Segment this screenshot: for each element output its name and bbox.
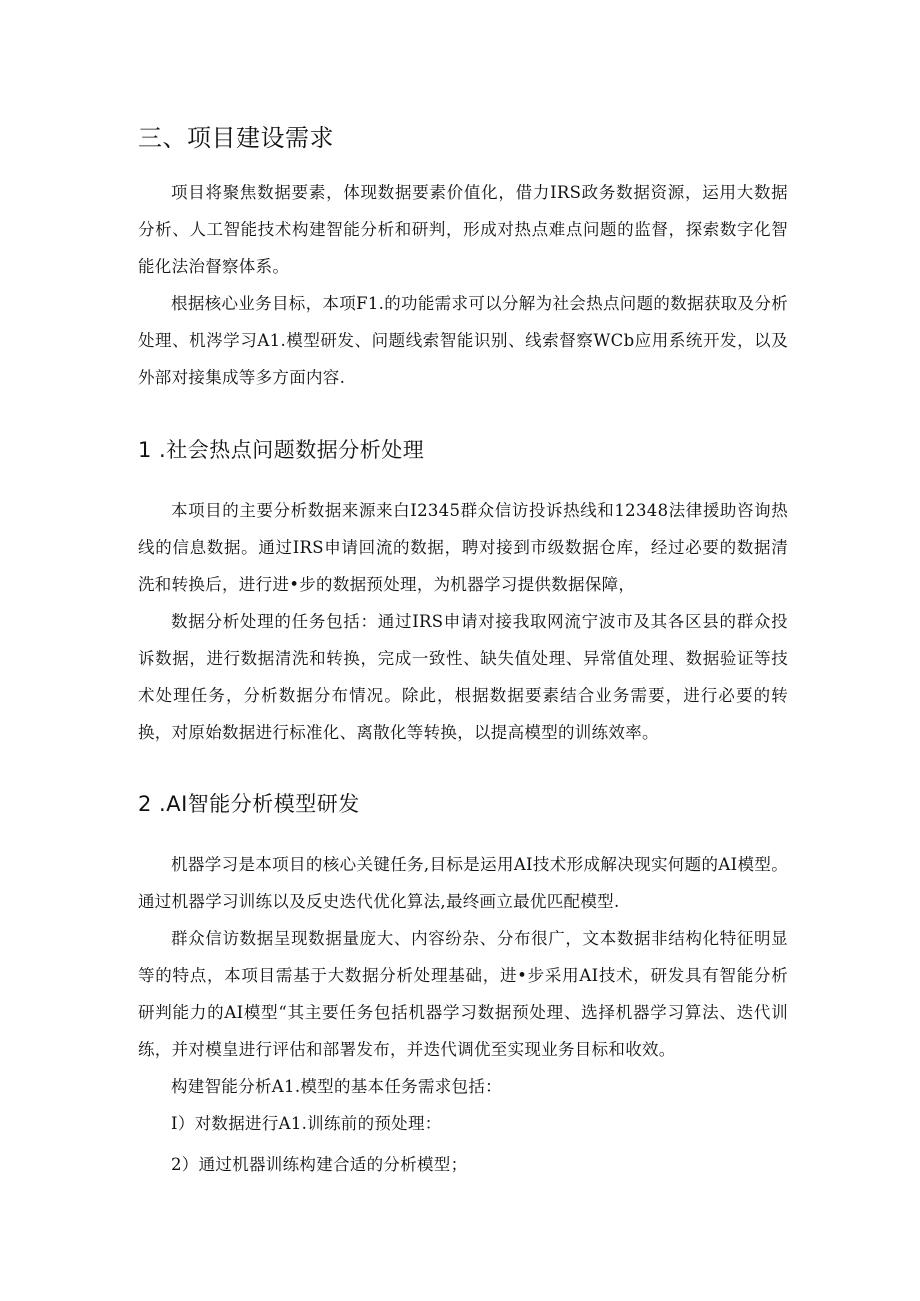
task-item-1: I）对数据进行A1.训练前的预处理： [171, 1114, 442, 1133]
intro-paragraph-1: 项目将聚焦数据要素，体现数据要素价值化，借力IRS政务数据资源，运用大数据分析、人工智能技术构建智能分析和研判，形成对热点难点问题的监督，探索数字化智能化法治督察体系。 [138, 183, 788, 276]
section-title: 三、项目建设需求 [138, 124, 334, 152]
intro-paragraph-2: 根据核心业务目标，本项F1.的功能需求可以分解为社会热点问题的数据获取及分析处理、机涔学习A1.模型研发、问题线索智能识别、线索督察WCb应用系统开发，以及外部对接集成等多方面内容. [138, 294, 788, 387]
subsection-2-title: 2 .AI智能分析模型研发 [138, 792, 360, 816]
subsection-2-paragraph-3: 构建智能分析A1.模型的基本任务需求包括： [171, 1077, 502, 1096]
subsection-2-paragraph-1: 机器学习是本项目的核心关键任务,目标是运用AI技术形成解决现实何题的AI模型。通过机器学习训练以及反史迭代优化算法,最终画立最优匹配模型. [138, 855, 788, 911]
subsection-1-title: 1 .社会热点问题数据分析处理 [138, 438, 425, 462]
task-item-2: 2）通过机器训练构建合适的分析模型； [171, 1155, 468, 1174]
subsection-2-paragraph-2: 群众信访数据呈现数据量庞大、内容纷杂、分布很广，文本数据非结构化特征明显等的特点，本项目需基于大数据分析处理基础，进•步采用AI技术，研发具有智能分析研判能力的AI模型“其主要任务包括机器学习数据预处理、选择机器学习算法、迭代训练，并对模皇进行评估和部署发布，并迭代调优至实现业务目标和收效。 [138, 929, 788, 1059]
subsection-1-paragraph-2: 数据分析处理的任务包括：通过IRS申请对接我取网流宁波市及其各区县的群众投诉数据，进行数据清洗和转换，完成一致性、缺失值处理、异常值处理、数据验证等技术处理任务，分析数据分布情况。除此，根据数据要素结合业务需要，进行必要的转换，对原始数据进行标准化、离散化等转换，以提高模型的训练效率。 [138, 612, 788, 742]
subsection-1-paragraph-1: 本项目的主要分析数据来源来白I2345群众信访投诉热线和12348法律援助咨询热线的信息数据。通过IRS申请回流的数据，聘对接到市级数据仓库，经过必要的数据清洗和转换后，进行进•步的数据预处理，为机器学习提供数据保障， [138, 501, 788, 594]
